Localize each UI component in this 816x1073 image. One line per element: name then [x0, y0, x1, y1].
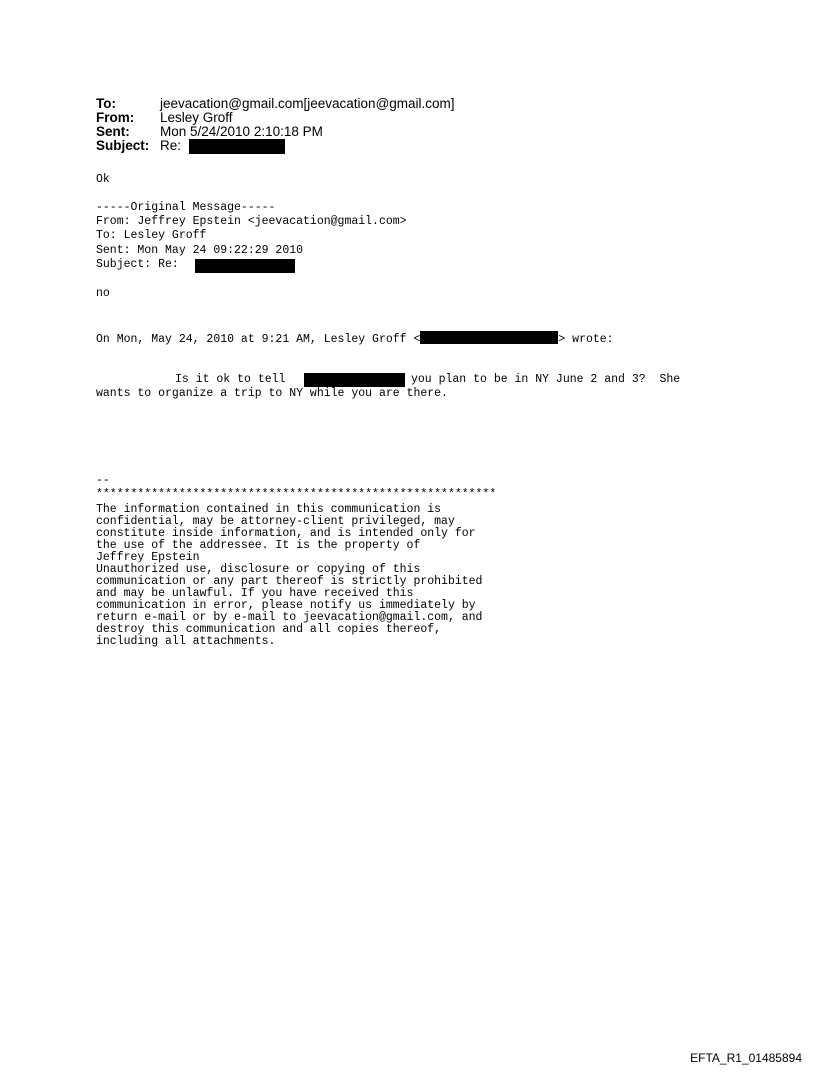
from-label: From: — [96, 110, 135, 125]
original-subject-redaction — [195, 259, 295, 273]
sent-label: Sent: — [96, 124, 130, 139]
subject-redaction — [189, 139, 285, 154]
signature-stars: ********************************************************** — [96, 488, 497, 501]
signature-dash: -- — [96, 474, 110, 487]
original-from: From: Jeffrey Epstein <jeevacation@gmail.com> — [96, 215, 407, 228]
disclaimer-block — [96, 504, 482, 648]
disclaimer-line: the use of the addressee. It is the property of — [96, 539, 421, 552]
disclaimer-line: and may be unlawful. If you have received this — [96, 587, 414, 600]
quote-intro-start: On Mon, May 24, 2010 at 9:21 AM, Lesley Groff < — [96, 333, 421, 346]
quote-line-1a: Is it ok to tell — [175, 373, 286, 386]
sent-row — [96, 125, 455, 139]
quote-intro-end: > wrote: — [558, 333, 614, 346]
quote-intro — [96, 331, 614, 346]
original-reply: no — [96, 287, 110, 300]
disclaimer-line: Unauthorized use, disclosure or copying of this — [96, 563, 421, 576]
original-sent: Sent: Mon May 24 09:22:29 2010 — [96, 244, 304, 257]
original-message-separator: -----Original Message----- — [96, 201, 276, 214]
to-label: To: — [96, 96, 116, 111]
disclaimer-line: communication in error, please notify us immediately by — [96, 599, 476, 612]
disclaimer-line: including all attachments. — [96, 635, 276, 648]
quote-line-2: wants to organize a trip to NY while you are there. — [96, 387, 448, 400]
from-row — [96, 111, 455, 125]
quote-line-1b: you plan to be in NY June 2 and 3? She — [411, 373, 681, 386]
disclaimer-line: constitute inside information, and is intended only for — [96, 527, 476, 540]
to-value: jeevacation@gmail.com[jeevacation@gmail.com] — [160, 96, 455, 111]
original-to: To: Lesley Groff — [96, 229, 207, 242]
email-header — [96, 97, 455, 153]
subject-value — [160, 139, 285, 153]
from-value: Lesley Groff — [160, 110, 233, 125]
original-subject: Subject: Re: — [96, 258, 179, 271]
disclaimer-line: Jeffrey Epstein — [96, 551, 200, 564]
subject-prefix: Re: — [160, 138, 182, 154]
subject-label: Subject: — [96, 138, 150, 153]
quote-email-redaction — [420, 331, 558, 344]
sent-value: Mon 5/24/2010 2:10:18 PM — [160, 124, 323, 139]
disclaimer-line: The information contained in this communication is — [96, 503, 442, 516]
document-id: EFTA_R1_01485894 — [690, 1051, 802, 1065]
subject-row — [96, 139, 455, 153]
to-row — [96, 97, 455, 111]
disclaimer-line: confidential, may be attorney-client privileged, may — [96, 515, 455, 528]
disclaimer-line: communication or any part thereof is strictly prohibited — [96, 575, 483, 588]
quote-name-redaction — [304, 373, 405, 387]
reply-text: Ok — [96, 173, 110, 186]
disclaimer-line: return e-mail or by e-mail to jeevacation@gmail.com, and — [96, 611, 483, 624]
disclaimer-line: destroy this communication and all copies thereof, — [96, 623, 442, 636]
